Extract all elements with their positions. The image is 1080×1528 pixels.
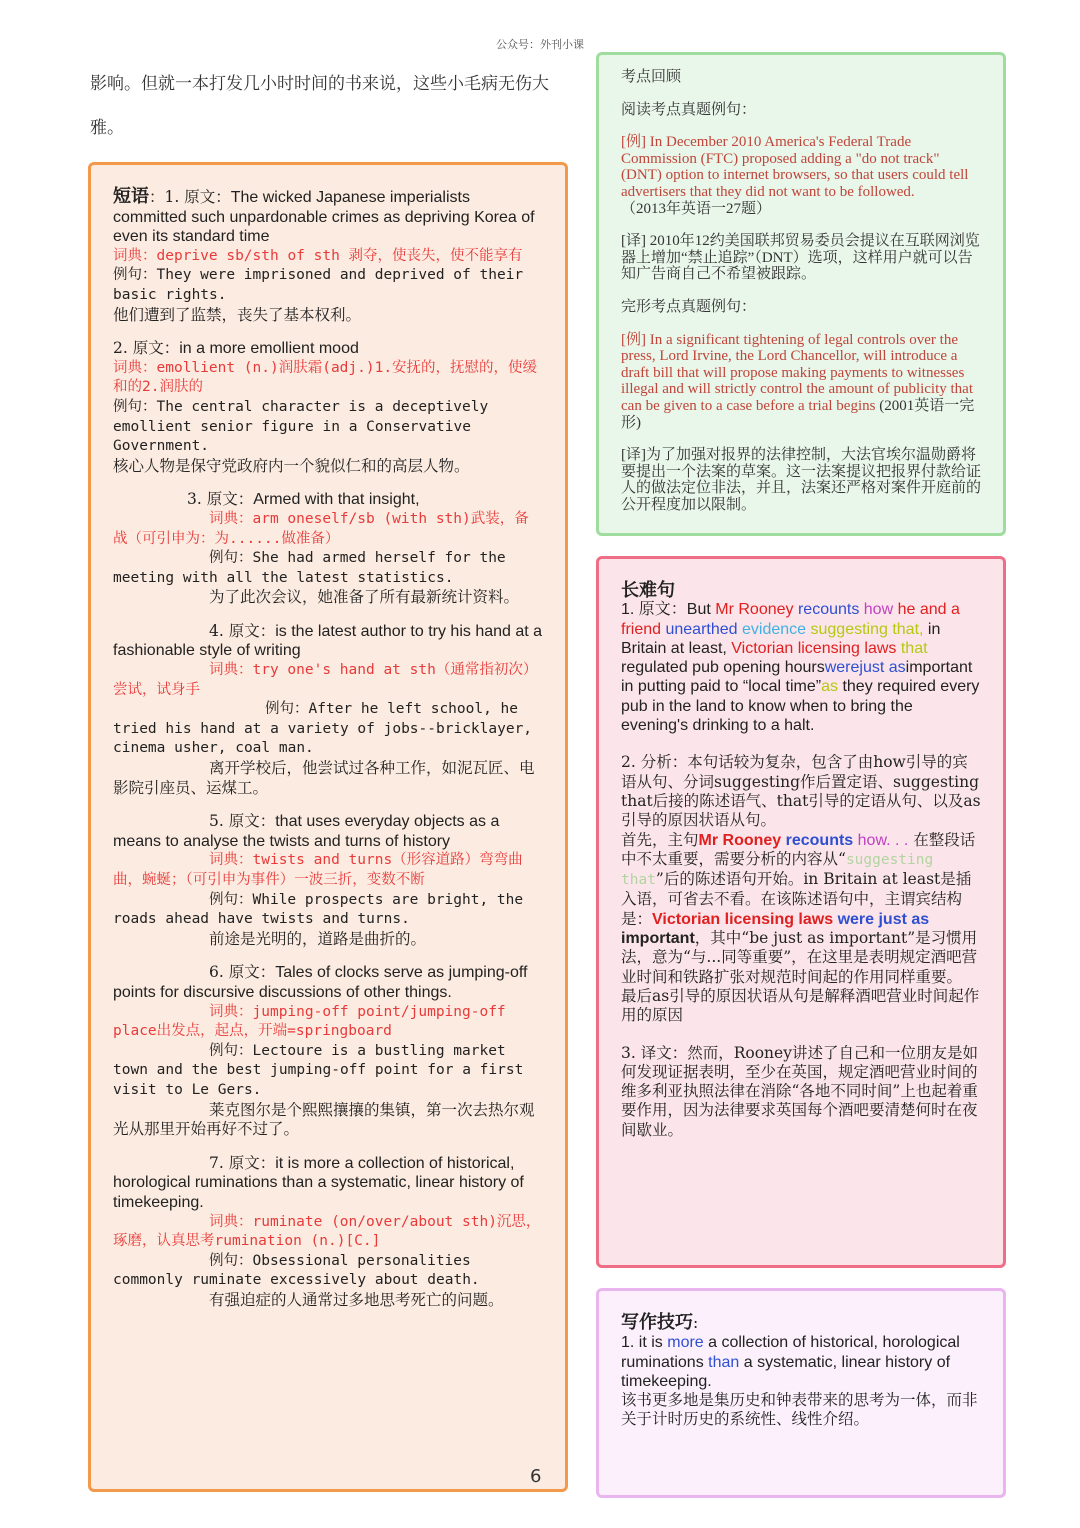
- token-just-as: just as: [859, 659, 906, 677]
- token-were: were: [824, 659, 860, 677]
- example-part: a collection of historical, horological ruminations: [621, 1334, 960, 1371]
- token-participle: suggesting that: [621, 851, 934, 889]
- token: But: [686, 601, 716, 619]
- dictionary-entry: 词典：arm oneself/sb (with sth)武装，备战（可引申为：为......做准备）: [113, 510, 529, 547]
- token: in Britain at least,: [621, 620, 941, 657]
- token: they required every pub in the land to know when to bring the evening's drinking to a halt.: [621, 678, 980, 735]
- review-title: 考点回顾: [621, 69, 682, 85]
- item-lead: 4. 原文：: [209, 621, 276, 640]
- cloze-example-source: (2001英语一完形): [621, 397, 975, 431]
- writing-example: [621, 1333, 981, 1391]
- item-lead: 3. 原文：: [187, 490, 254, 509]
- token-verb: recounts: [781, 831, 854, 849]
- token-subject: Mr Rooney: [715, 601, 794, 619]
- original-text: The wicked Japanese imperialists committed such unpardonable crimes as depriving Korea of even its standard time: [113, 189, 535, 246]
- token-were-just-as: were just as: [833, 910, 930, 928]
- cloze-translation: [译]为了加强对报界的法律控制，大法官埃尔温勋爵将要提出一个法案的草案。这一法案提议把报界付款给证人的做法定位非法，并且，法案还严格对案件开庭前的公开程度加以限制。: [621, 447, 982, 513]
- token-clause-subject: he and a friend: [621, 601, 960, 638]
- page-number: 6: [530, 1466, 542, 1487]
- reading-example-source: （2013年英语一27题）: [621, 200, 772, 217]
- analysis: [621, 753, 981, 1025]
- example-translation: 离开学校后，他尝试过各种工作，如泥瓦匠、电影院引座员、运煤工。: [113, 759, 535, 797]
- token-participle: suggesting that,: [806, 620, 924, 638]
- analysis-text: ”后的陈述语句开始。in Britain at least是插入语，可省去不看。在该陈述语句中，主谓宾结构是：: [621, 870, 972, 928]
- example-translation: 为了此次会议，她准备了所有最新统计资料。: [209, 588, 520, 607]
- original-text: that uses everyday objects as a means to analyse the twists and turns of history: [113, 813, 500, 850]
- token: important in putting paid to “local time”: [621, 659, 973, 696]
- dictionary-entry: 词典：twists and turns（形容道路）弯弯曲曲，蜿蜒；（可引申为事件）一波三折，变数不断: [113, 852, 523, 888]
- example-sentence: 例句：They were imprisoned and deprived of their basic rights.: [113, 267, 524, 303]
- token-laws: Victorian licensing laws: [731, 639, 897, 657]
- phrases-title: 短语: [113, 186, 149, 206]
- reading-example: [621, 134, 981, 217]
- token-clause-verb: unearthed: [661, 620, 738, 638]
- example-translation: 核心人物是保守党政府内一个貌似仁和的高层人物。: [113, 456, 470, 475]
- token-object: evidence: [737, 620, 807, 638]
- example-translation: 他们遭到了监禁，丧失了基本权利。: [113, 305, 362, 324]
- cloze-example: [621, 332, 981, 432]
- token-how: how: [859, 601, 894, 619]
- writing-translation: 该书更多地是集历史和钟表带来的思考为一体，而非关于计时历史的系统性、线性介绍。: [621, 1391, 978, 1429]
- translation: 3. 译文：然而，Rooney讲述了自己和一位朋友是如何发现证据表明，至少在英国，规定酒吧营业时间的维多利亚执照法律在消除“各地不同时间”上也起着重要作用，因为法律要求英国每个酒吧要清楚何时在夜间歇业。: [621, 1043, 978, 1139]
- original-text: in a more emollient mood: [179, 340, 359, 358]
- token-that: that: [896, 639, 928, 657]
- example-translation: 莱克图尔是个熙熙攘攘的集镇，第一次去热尔观光从那里开始再好不过了。: [113, 1100, 535, 1139]
- phrases-box: [88, 162, 568, 1492]
- intro-line-2: 雅。: [90, 118, 124, 138]
- review-box: [596, 52, 1006, 536]
- phrase-item-1: [113, 187, 543, 325]
- cloze-label: 完形考点真题例句：: [621, 298, 757, 315]
- example-sentence: 例句：After he left school, he tried his hand at a variety of jobs--bricklayer, cinema usher, coal man.: [113, 701, 533, 757]
- token-subject: Mr Rooney: [698, 831, 782, 849]
- reading-example-text: [例] In December 2010 America's Federal Trade Commission (FTC) proposed adding a "do not track" (DNT) option to internet browsers, so that users could tell advertisers that they did not want to be followed.: [621, 134, 969, 200]
- token-as: as: [821, 678, 839, 696]
- token-how: how. . .: [853, 831, 909, 849]
- token-important: important: [621, 930, 695, 948]
- item-lead: ：1. 原文：: [149, 188, 231, 206]
- page-header: 公众号：外刊小课: [496, 38, 584, 51]
- dictionary-entry: 词典：ruminate (on/over/about sth)沉思，琢磨，认真思考rumination (n.)[C.]: [113, 1213, 541, 1250]
- token-laws: Victorian licensing laws: [652, 910, 834, 928]
- reading-label: 阅读考点真题例句：: [621, 101, 757, 118]
- token-verb: recounts: [793, 601, 860, 619]
- analysis-text: 首先，主句: [621, 830, 699, 849]
- intro-paragraph: [90, 62, 570, 150]
- original-text: Armed with that insight,: [253, 491, 420, 509]
- item-lead: 2. 原文：: [113, 339, 180, 358]
- long-sentence-title: 长难句: [621, 580, 675, 600]
- item-lead: 5. 原文：: [209, 812, 276, 831]
- item-lead: 6. 原文：: [209, 963, 276, 982]
- writing-box: [596, 1288, 1006, 1498]
- example-sentence: 例句：While prospects are bright, the roads ahead have twists and turns.: [113, 891, 524, 928]
- item-lead: 7. 原文：: [209, 1153, 276, 1172]
- analysis-intro: 2. 分析：本句话较为复杂，包含了由how引导的宾语从句、分词suggesting作后置定语、suggesting that后接的陈述语气、that引导的定语从句、以及as引导的原因状语从句。: [621, 753, 981, 830]
- analysis-text: ，其中“be just as important”是习惯用法，意为“与...同等重要”，在这里是表明规定酒吧营业时间和铁路扩张对规范时间起的作用同样重要。: [621, 929, 978, 986]
- example-translation: 有强迫症的人通常过多地思考死亡的问题。: [209, 1290, 504, 1309]
- keyword-more: more: [667, 1334, 704, 1352]
- phrase-item-5: [113, 812, 543, 949]
- phrase-item-6: [113, 963, 543, 1139]
- title-colon: :: [693, 1314, 699, 1332]
- phrase-item-7: [113, 1154, 543, 1311]
- analysis-text: 在整段话中不太重要，需要分析的内容从“: [621, 830, 976, 868]
- writing-title: 写作技巧: [621, 1312, 693, 1332]
- long-sentence-box: [596, 556, 1006, 1268]
- dictionary-entry: 词典：emollient (n.)润肤霜(adj.)1.安抚的，抚慰的，使缓和的2.润肤的: [113, 359, 538, 396]
- keyword-than: than: [708, 1353, 740, 1371]
- phrase-item-3: [113, 490, 543, 608]
- dictionary-entry: 词典：deprive sb/sth of sth 剥夺，使丧失，使不能享有: [113, 247, 523, 264]
- example-sentence: 例句：Lectoure is a bustling market town and the best jumping-off point for a first visit to Le Gers.: [113, 1042, 524, 1098]
- original-text: is the latest author to try his hand at a fashionable style of writing: [113, 622, 543, 660]
- example-sentence: 例句：Obsessional personalities commonly ruminate excessively about death.: [113, 1252, 480, 1289]
- reading-translation: [译] 2010年12约美国联邦贸易委员会提议在互联网浏览器上增加“禁止追踪”（DNT）选项，这样用户就可以告知广告商自己不希望被跟踪。: [621, 233, 980, 283]
- token: regulated pub opening hours: [621, 659, 825, 677]
- analysis-conclusion: 最后as引导的原因状语从句是解释酒吧营业时间起作用的原因: [621, 986, 980, 1025]
- phrase-item-4: [113, 622, 543, 798]
- phrase-item-2: [113, 339, 543, 476]
- example-part: a systematic, linear history of timekeeping.: [621, 1353, 951, 1390]
- prefix: 1. 原文：: [621, 601, 687, 619]
- dictionary-entry: 词典：try one's hand at sth（通常指初次）尝试，试身手: [113, 662, 538, 698]
- cloze-example-text: [例] In a significant tightening of legal controls over the press, Lord Irvine, the Lord Chancellor, will introduce a draft bill that will propose making payments to witnesses illegal and will strictly control the amount of publicity that can be given to a case before a trial begins: [621, 331, 974, 414]
- original-text: it is more a collection of historical, horological ruminations than a systematic, linear history of timekeeping.: [113, 1154, 524, 1211]
- example-part: 1. it is: [621, 1334, 668, 1352]
- dictionary-entry: 词典：jumping-off point/jumping-off place出发点，起点，开端=springboard: [113, 1003, 506, 1040]
- example-sentence: 例句：The central character is a deceptively emollient senior figure in a Conservative Government.: [113, 398, 489, 455]
- example-sentence: 例句：She had armed herself for the meeting with all the latest statistics.: [113, 550, 506, 586]
- original-sentence: [621, 600, 981, 735]
- example-translation: 前途是光明的，道路是曲折的。: [209, 929, 427, 948]
- intro-line-1: 影响。但就一本打发几小时时间的书来说，这些小毛病无伤大: [90, 74, 549, 94]
- original-text: Tales of clocks serve as jumping-off points for discursive discussions of other things.: [113, 964, 528, 1001]
